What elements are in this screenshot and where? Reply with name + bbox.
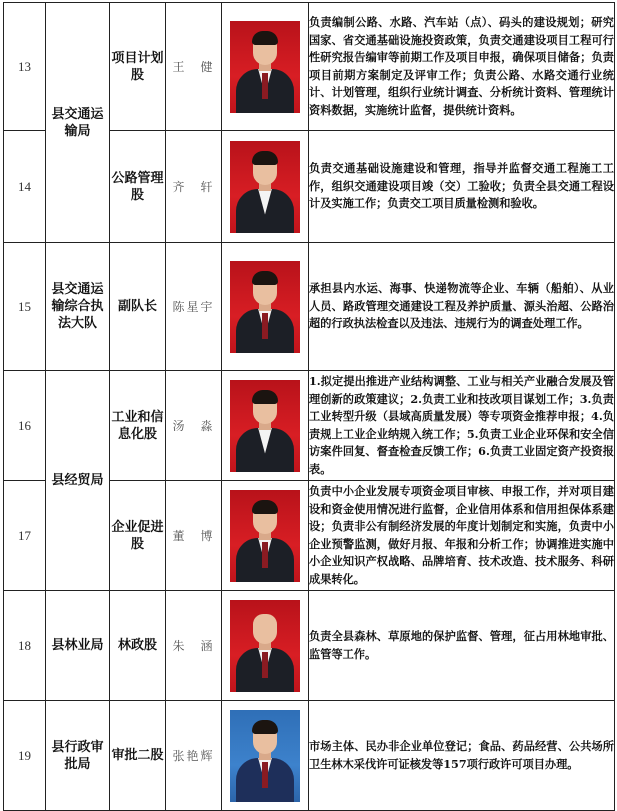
personnel-duty-table xyxy=(3,2,615,811)
table-row xyxy=(4,3,615,131)
table-row xyxy=(4,591,615,701)
unit-name: 县交通运输综合执法大队 xyxy=(46,243,110,371)
duty-description: 市场主体、民办非企业单位登记；食品、药品经营、公共场所卫生林木采伐许可证核发等157项行政许可项目办理。 xyxy=(309,701,615,811)
department-name: 公路管理股 xyxy=(110,131,166,243)
portrait-photo xyxy=(230,21,300,113)
row-number: 18 xyxy=(4,591,46,701)
row-number: 17 xyxy=(4,481,46,591)
unit-name: 县林业局 xyxy=(46,591,110,701)
person-name: 张艳辉 xyxy=(166,701,222,811)
photo-cell xyxy=(222,371,309,481)
portrait-photo xyxy=(230,261,300,353)
photo-cell xyxy=(222,3,309,131)
department-name: 项目计划股 xyxy=(110,3,166,131)
department-name: 企业促进股 xyxy=(110,481,166,591)
table-row xyxy=(4,243,615,371)
portrait-photo xyxy=(230,490,300,582)
portrait-photo xyxy=(230,710,300,802)
duty-description: 负责交通基础设施建设和管理，指导并监督交通工程施工工作，组织交通建设项目竣（交）工验收；负责全县交通工程设计及实施工作；负责交工项目质量检测和验收。 xyxy=(309,131,615,243)
department-name: 审批二股 xyxy=(110,701,166,811)
duty-description: 1.拟定提出推进产业结构调整、工业与相关产业融合发展及管理创新的政策建议；2.负责工业和技改项目谋划工作；3.负责工业转型升级（县域高质量发展）等专项资金推荐申报；4.负责规上工业企业纳规入统工作；5.负责工业企业环保和安全信访案件回复、督查检查反馈工作；6.负责工业固定资产投资报表。 xyxy=(309,371,615,481)
table-row xyxy=(4,701,615,811)
duty-description: 负责编制公路、水路、汽车站（点）、码头的建设规划；研究国家、省交通基础设施投资政策，负责交通建设项目工程可行性研究报告编审等前期工作及项目申报，确保项目储备；负责项目前期方案制定及评审工作；负责公路、水路交通行业统计、计划管理，组织行业统计调查、分析统计资料、管理统计资料数据，实施统计监督，提供统计资料。 xyxy=(309,3,615,131)
person-name: 董 博 xyxy=(166,481,222,591)
photo-cell xyxy=(222,481,309,591)
row-number: 13 xyxy=(4,3,46,131)
duty-description: 负责全县森林、草原地的保护监督、管理，征占用林地审批、监管等工作。 xyxy=(309,591,615,701)
department-name: 林政股 xyxy=(110,591,166,701)
person-name: 陈星宇 xyxy=(166,243,222,371)
row-number: 14 xyxy=(4,131,46,243)
photo-cell xyxy=(222,243,309,371)
duty-description: 负责中小企业发展专项资金项目审核、申报工作，并对项目建设和资金使用情况进行监督，企业信用体系和信用担保体系建设；负责非公有制经济发展的年度计划制定和实施，负责中小企业预警监测，做好月报、年报和分析工作；协调推进实施中小企业知识产权战略、品牌培育、技术改造、技术服务、科研成果转化。 xyxy=(309,481,615,591)
person-name: 汤 淼 xyxy=(166,371,222,481)
photo-cell xyxy=(222,131,309,243)
row-number: 19 xyxy=(4,701,46,811)
department-name: 工业和信息化股 xyxy=(110,371,166,481)
person-name: 齐 轩 xyxy=(166,131,222,243)
portrait-photo xyxy=(230,380,300,472)
unit-name: 县交通运输局 xyxy=(46,3,110,243)
row-number: 15 xyxy=(4,243,46,371)
person-name: 王 健 xyxy=(166,3,222,131)
duty-description: 承担县内水运、海事、快递物流等企业、车辆（船舶）、从业人员、路政管理交通建设工程及养护质量、源头治超、公路治超的行政执法检查以及违法、违规行为的调查处理工作。 xyxy=(309,243,615,371)
person-name: 朱 涵 xyxy=(166,591,222,701)
photo-cell xyxy=(222,701,309,811)
portrait-photo xyxy=(230,141,300,233)
unit-name: 县经贸局 xyxy=(46,371,110,591)
row-number: 16 xyxy=(4,371,46,481)
unit-name: 县行政审批局 xyxy=(46,701,110,811)
portrait-photo xyxy=(230,600,300,692)
photo-cell xyxy=(222,591,309,701)
table-row xyxy=(4,371,615,481)
department-name: 副队长 xyxy=(110,243,166,371)
